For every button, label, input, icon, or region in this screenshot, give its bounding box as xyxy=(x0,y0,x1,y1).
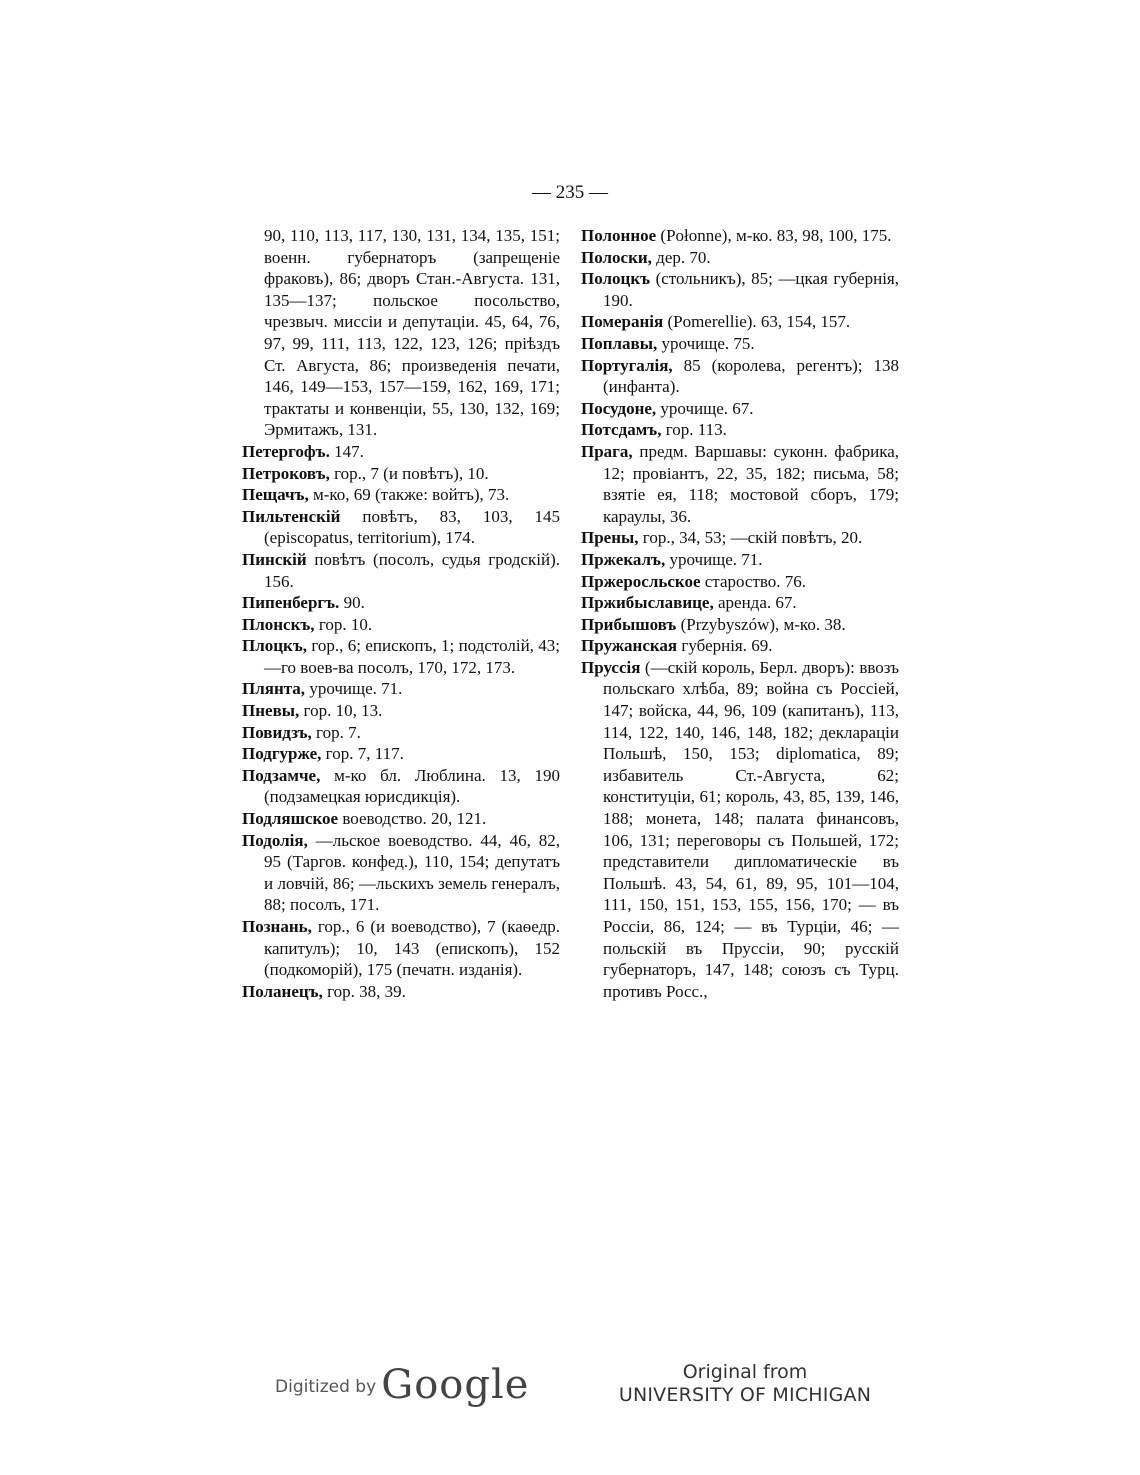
entry-term: Пруссія xyxy=(581,657,641,677)
entry-term: Поланецъ, xyxy=(242,981,323,1001)
index-entry xyxy=(581,419,899,441)
entry-term: Плянта, xyxy=(242,679,306,699)
entry-text: гор., 7 (и повѣтъ), 10. xyxy=(329,463,489,483)
entry-text: аренда. 67. xyxy=(713,593,797,613)
index-entry xyxy=(581,635,899,657)
entry-text: повѣтъ, 83, 103, 145 (episcopatus, territorium), 174. xyxy=(264,506,560,548)
entry-text: предм. Варшавы: суконн. фабрика, 12; провіантъ, 22, 35, 182; письма, 58; взятіе ея, 118; мостовой сборъ, 179; караулы, 36. xyxy=(603,441,899,526)
entry-text: гор. 38, 39. xyxy=(322,981,406,1001)
entry-text: гор. 7. xyxy=(311,722,361,742)
entry-text: дер. 70. xyxy=(651,247,711,267)
entry-term: Пружанская xyxy=(581,636,678,656)
index-entry xyxy=(242,808,560,830)
entry-term: Плонскъ, xyxy=(242,614,315,634)
index-entry xyxy=(581,592,899,614)
entry-text: урочище. 71. xyxy=(665,549,763,569)
index-entry xyxy=(581,398,899,420)
entry-term: Пильтенскій xyxy=(242,506,341,526)
entry-text: 90, 110, 113, 117, 130, 131, 134, 135, 151; военн. губернаторъ (запрещеніе фраковъ), 86; дворъ Стан.-Августа. 131, 135—137; польское посольство, чрезвыч. миссіи и депутаціи. 45, 64, 76, 97, 99, 111, 113, 122, 123, 126; пріѣздъ Ст. Августа, 86; произведенія печати, 146, 149—153, 157—159, 162, 169, 171; трактаты и конвенціи, 55, 130, 132, 169; Эрмитажъ, 131. xyxy=(264,226,560,440)
index-entry xyxy=(581,549,899,571)
entry-text: староство. 76. xyxy=(700,571,807,591)
google-logo: Google xyxy=(381,1362,530,1408)
index-entry xyxy=(581,527,899,549)
index-entry xyxy=(581,614,899,636)
entry-term: Прены, xyxy=(581,528,639,548)
entry-text: урочище. 71. xyxy=(305,679,403,699)
index-entry xyxy=(581,355,899,398)
entry-text: урочище. 75. xyxy=(657,333,755,353)
index-entry xyxy=(242,225,560,441)
index-entry xyxy=(242,916,560,981)
entry-text: гор., 6 (и воеводство), 7 (каѳедр. капитулъ); 10, 143 (епископъ), 152 (подкоморій), 175 (печатн. изданія). xyxy=(264,917,560,980)
page-number: — 235 — xyxy=(532,182,608,203)
entry-term: Пржекалъ, xyxy=(581,549,666,569)
index-entry xyxy=(242,743,560,765)
index-entry xyxy=(242,678,560,700)
index-entry xyxy=(242,981,560,1003)
entry-term: Полонное xyxy=(581,226,657,245)
entry-text: (стольникъ), 85; —цкая губернія, 190. xyxy=(603,269,899,310)
entry-text: урочище. 67. xyxy=(656,398,754,418)
index-entry xyxy=(242,700,560,722)
index-entry xyxy=(242,592,560,614)
entry-text: (Przybyszów), м-ко. 38. xyxy=(676,614,846,634)
entry-text: гор. 10, 13. xyxy=(299,701,383,721)
entry-text: губернія. 69. xyxy=(677,636,773,656)
entry-text: (—скій король, Берл. дворъ): ввозъ польскаго хлѣба, 89; война съ Россіей, 147; войска, 44, 96, 109 (капитанъ), 113, 114, 122, 140, 146, 148, 182; деклараціи Польшѣ, 150, 153; diplomatica, 89; избавитель Ст.-Августа, 62; конституціи, 61; король, 43, 85, 139, 146, 188; монета, 148; палата финансовъ, 106, 131; переговоры съ Польшей, 172; представители дипломатическіе въ Польшѣ. 43, 54, 61, 89, 95, 101—104, 111, 150, 151, 153, 155, 156, 170; — въ Россіи, 86, 124; — въ Турціи, 46; — польскій въ Пруссіи, 90; русскій губернаторъ, 147, 148; союзъ съ Турц. противъ Росс., xyxy=(603,657,899,1001)
index-entry xyxy=(242,463,560,485)
digitized-label: Digitized by xyxy=(275,1377,377,1397)
entry-term: Прибышовъ xyxy=(581,614,677,634)
index-entry xyxy=(242,506,560,549)
entry-term: Повидзъ, xyxy=(242,722,312,742)
original-from-label: Original from xyxy=(682,1361,808,1383)
entry-text: воеводство. 20, 121. xyxy=(338,809,487,829)
entry-term: Плоцкъ, xyxy=(242,636,308,656)
index-entry xyxy=(242,722,560,744)
entry-term: Петергофъ. xyxy=(242,441,330,461)
entry-text: м-ко, 69 (также: войтъ), 73. xyxy=(308,485,510,505)
entry-text: м-ко бл. Люблина. 13, 190 (подзамецкая юрисдикція). xyxy=(264,765,560,807)
entry-term: Пневы, xyxy=(242,701,300,721)
entry-term: Потсдамъ, xyxy=(581,420,662,440)
entry-text: 85 (королева, регентъ); 138 (инфанта). xyxy=(603,355,899,397)
entry-term: Подзамче, xyxy=(242,765,321,785)
index-entry xyxy=(581,311,899,333)
entry-text: (Pomerellie). 63, 154, 157. xyxy=(663,312,851,332)
index-entry xyxy=(242,765,560,808)
index-column-right xyxy=(581,225,899,1002)
index-entry xyxy=(242,830,560,916)
index-entry xyxy=(242,549,560,592)
entry-term: Португалія, xyxy=(581,355,673,375)
entry-term: Прага, xyxy=(581,441,633,461)
entry-term: Пинскій xyxy=(242,549,307,569)
entry-text: гор. 113. xyxy=(661,420,727,440)
digitized-by-google xyxy=(275,1362,529,1408)
index-entry xyxy=(581,225,899,247)
university-name: UNIVERSITY OF MICHIGAN xyxy=(618,1384,872,1406)
index-entry xyxy=(242,635,560,678)
index-entry xyxy=(581,268,899,311)
entry-term: Померанія xyxy=(581,312,664,332)
index-entry xyxy=(242,441,560,463)
index-entry xyxy=(242,484,560,506)
entry-term: Познань, xyxy=(242,917,312,936)
index-entry xyxy=(242,614,560,636)
entry-term: Пипенбергъ. xyxy=(242,593,340,613)
entry-text: гор. 10. xyxy=(314,614,373,634)
entry-text: гор., 6; епископъ, 1; подстолій, 43; —го воев-ва посолъ, 170, 172, 173. xyxy=(264,636,560,677)
entry-term: Пржеросльское xyxy=(581,571,701,591)
entry-term: Посудоне, xyxy=(581,398,657,418)
index-column-left xyxy=(242,225,560,1002)
entry-text: 147. xyxy=(329,441,364,461)
entry-term: Пржибыславице, xyxy=(581,593,714,613)
entry-term: Поплавы, xyxy=(581,333,658,353)
index-entry xyxy=(581,441,899,527)
entry-term: Подолія, xyxy=(242,830,308,850)
index-entry xyxy=(581,247,899,269)
entry-term: Подляшское xyxy=(242,809,339,829)
entry-text: гор. 7, 117. xyxy=(321,744,404,764)
entry-text: 90. xyxy=(339,593,365,613)
index-entry xyxy=(581,571,899,593)
entry-term: Пещачъ, xyxy=(242,485,309,505)
index-entry xyxy=(581,333,899,355)
entry-text: —льское воеводство. 44, 46, 82, 95 (Таргов. конфед.), 110, 154; депутатъ и ловчій, 86; —льскихъ земель генералъ, 88; посолъ, 171. xyxy=(264,830,560,915)
entry-text: гор., 34, 53; —скій повѣтъ, 20. xyxy=(638,528,863,548)
entry-text: повѣтъ (посолъ, судья гродскій). 156. xyxy=(264,549,560,591)
entry-term: Полоски, xyxy=(581,247,652,267)
index-entry xyxy=(581,657,899,1003)
entry-text: (Połonne), м-ко. 83, 98, 100, 175. xyxy=(656,226,892,245)
entry-term: Полоцкъ xyxy=(581,269,651,289)
entry-term: Подгурже, xyxy=(242,744,322,764)
original-from-credit xyxy=(600,1361,890,1407)
entry-term: Петроковъ, xyxy=(242,463,330,483)
